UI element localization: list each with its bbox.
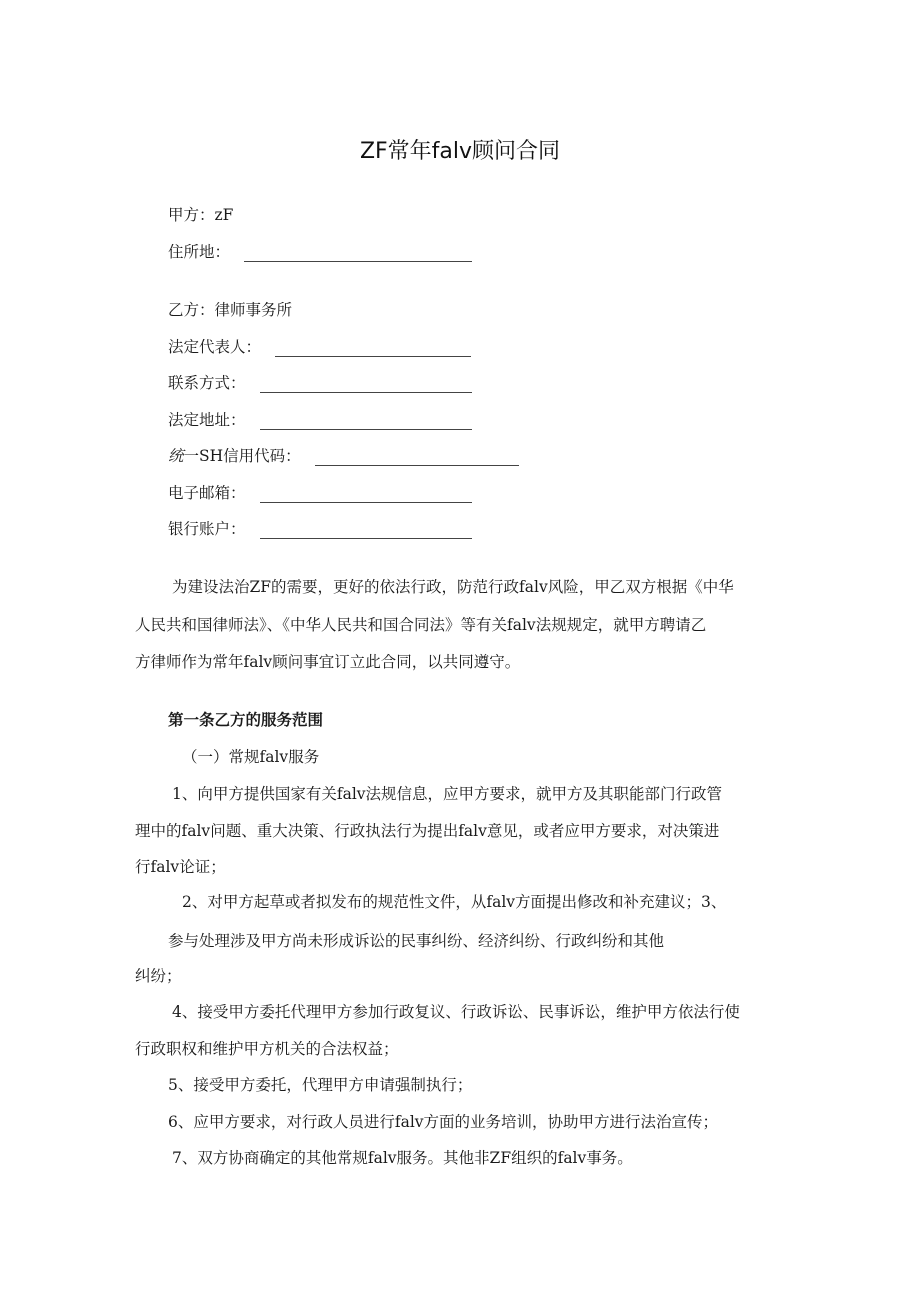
email-field: [168, 483, 472, 503]
item-7: 7、双方协商确定的其他常规falv服务。其他非ZF组织的falv事务。: [172, 1149, 633, 1167]
item-1-line-1: 1、向甲方提供国家有关falv法规信息，应甲方要求，就甲方及其职能部门行政管: [172, 785, 723, 803]
bank-account-blank-line[interactable]: [260, 524, 472, 539]
email-blank-line[interactable]: [260, 488, 472, 503]
intro-line-2: 人民共和国律师法》、《中华人民共和国合同法》等有关falv法规规定，就甲方聘请乙: [135, 616, 707, 634]
legal-address-field: [168, 410, 472, 430]
credit-code-label: 一SH信用代码：: [183, 447, 301, 465]
legal-rep-blank-line[interactable]: [275, 342, 471, 357]
intro-line-1: 为建设法治ZF的需要，更好的依法行政，防范行政falv风险，甲乙双方根据《中华: [172, 578, 734, 596]
article-1-heading: 第一条乙方的服务范围: [168, 711, 324, 729]
party-a-field: [168, 205, 233, 225]
document-title: ZF常年falv顾问合同: [359, 139, 561, 164]
contact-label: 联系方式：: [168, 374, 246, 392]
legal-address-blank-line[interactable]: [260, 415, 472, 430]
item-3-line-2: 纠纷；: [135, 967, 182, 985]
party-b-value: 律师事务所: [214, 301, 293, 319]
contact-field: [168, 373, 472, 393]
credit-code-field: [168, 446, 519, 466]
address-label: 住所地：: [168, 243, 231, 261]
bank-account-field: [168, 519, 472, 539]
legal-rep-label: 法定代表人：: [168, 338, 262, 356]
item-4-line-2: 行政职权和维护甲方机关的合法权益；: [135, 1040, 399, 1058]
item-3-line-1: 参与处理涉及甲方尚未形成诉讼的民事纠纷、经济纠纷、行政纠纷和其他: [168, 932, 665, 950]
party-a-value: zF: [214, 206, 234, 224]
credit-code-blank-line[interactable]: [315, 451, 519, 466]
item-6: 6、应甲方要求，对行政人员进行falv方面的业务培训，协助甲方进行法治宣传；: [168, 1113, 719, 1131]
address-blank-line[interactable]: [244, 247, 472, 262]
party-b-label: 乙方：: [168, 301, 215, 319]
article-1-subheading: （一）常规falv服务: [182, 748, 320, 766]
item-4-line-1: 4、接受甲方委托代理甲方参加行政复议、行政诉讼、民事诉讼，维护甲方依法行使: [172, 1003, 740, 1021]
party-b-field: [168, 300, 292, 320]
item-5: 5、接受甲方委托，代理甲方申请强制执行；: [168, 1076, 473, 1094]
item-1-line-2: 理中的falv问题、重大决策、行政执法行为提出falv意见，或者应甲方要求，对决策进: [135, 822, 720, 840]
address-field: [168, 242, 472, 262]
party-a-label: 甲方：: [168, 206, 215, 224]
contact-blank-line[interactable]: [260, 378, 472, 393]
intro-line-3: 方律师作为常年falv顾问事宜订立此合同，以共同遵守。: [135, 653, 521, 671]
credit-code-label-prefix: 统: [168, 447, 184, 465]
bank-account-label: 银行账户：: [168, 520, 246, 538]
legal-address-label: 法定地址：: [168, 411, 246, 429]
email-label: 电子邮箱：: [168, 484, 246, 502]
item-1-line-3: 行falv论证；: [135, 858, 226, 876]
legal-rep-field: [168, 337, 471, 357]
item-2-line-1: 2、对甲方起草或者拟发布的规范性文件，从falv方面提出修改和补充建议；3、: [182, 893, 727, 911]
